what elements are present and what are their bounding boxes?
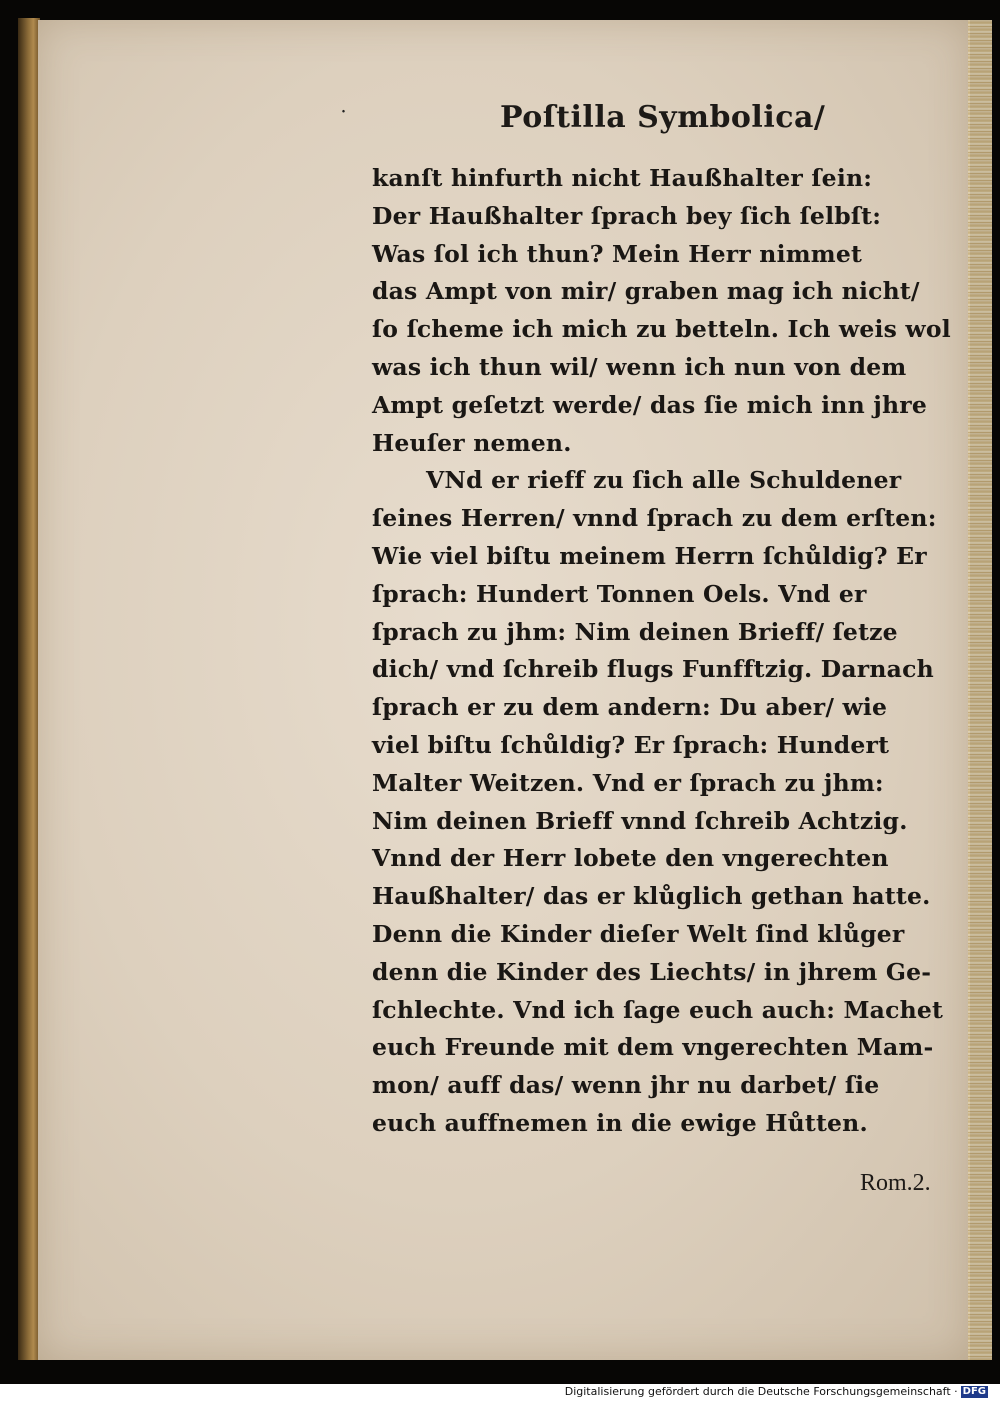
book-spine-edge xyxy=(18,18,40,1360)
body-text xyxy=(372,160,957,1143)
text-line: Heuſer nemen. xyxy=(372,428,572,457)
text-line: Der Haußhalter ſprach bey ſich ſelbſt: xyxy=(372,201,882,230)
margin-mark: ˙ xyxy=(338,108,349,133)
text-line: euch auffnemen in die ewige Hůtten. xyxy=(372,1108,868,1137)
text-line: Was ſol ich thun? Mein Herr nimmet xyxy=(372,239,863,268)
catchword: Rom.2. xyxy=(860,1170,931,1196)
dfg-logo: DFG xyxy=(962,1386,986,1397)
text-line: euch Freunde mit dem vngerechten Mam- xyxy=(372,1033,934,1062)
text-line: was ich thun wil/ wenn ich nun von dem xyxy=(372,352,907,381)
text-line: Vnnd der Herr lobete den vngerechten xyxy=(372,844,889,873)
text-line: Denn die Kinder dieſer Welt ſind klůger xyxy=(372,919,905,948)
text-line: kanſt hinfurth nicht Haußhalter ſein: xyxy=(372,164,873,192)
footer-text: Digitalisierung gefördert durch die Deutsche Forschungsgemeinschaft · xyxy=(564,1385,958,1398)
text-line: Haußhalter/ das er klůglich gethan hatte. xyxy=(372,882,931,911)
running-header: Poſtilla Symbolica/ xyxy=(500,100,826,135)
text-line: Nim deinen Brieff vnnd ſchreib Achtzig. xyxy=(372,806,908,835)
text-line: ſprach er zu dem andern: Du aber/ wie xyxy=(372,693,888,722)
text-line: Wie viel biſtu meinem Herrn ſchůldig? Er xyxy=(372,541,927,570)
text-line: ſeines Herren/ vnnd ſprach zu dem erſten: xyxy=(372,504,937,533)
text-line: ſchlechte. Vnd ich ſage euch auch: Machet xyxy=(372,995,944,1024)
text-line: mon/ auff das/ wenn jhr nu darbet/ ſie xyxy=(372,1071,880,1100)
page-fore-edge xyxy=(968,20,992,1360)
text-line: viel biſtu ſchůldig? Er ſprach: Hundert xyxy=(372,730,890,759)
text-line: VNd er rieff zu ſich alle Schuldener xyxy=(426,466,902,495)
text-line: ſprach zu jhm: Nim deinen Brieff/ ſetze xyxy=(372,617,898,646)
text-line: Malter Weitzen. Vnd er ſprach zu jhm: xyxy=(372,768,884,797)
text-line: Ampt geſetzt werde/ das ſie mich inn jhre xyxy=(372,390,927,419)
text-line: dich/ vnd ſchreib flugs Funfftzig. Darnach xyxy=(372,655,934,684)
text-line: ſprach: Hundert Tonnen Oels. Vnd er xyxy=(372,579,867,608)
text-line: das Ampt von mir/ graben mag ich nicht/ xyxy=(372,277,920,306)
text-line: ſo ſcheme ich mich zu betteln. Ich weis wol xyxy=(372,315,951,344)
text-line: denn die Kinder des Liechts/ in jhrem Ge- xyxy=(372,957,932,986)
funding-footer xyxy=(565,1385,988,1398)
